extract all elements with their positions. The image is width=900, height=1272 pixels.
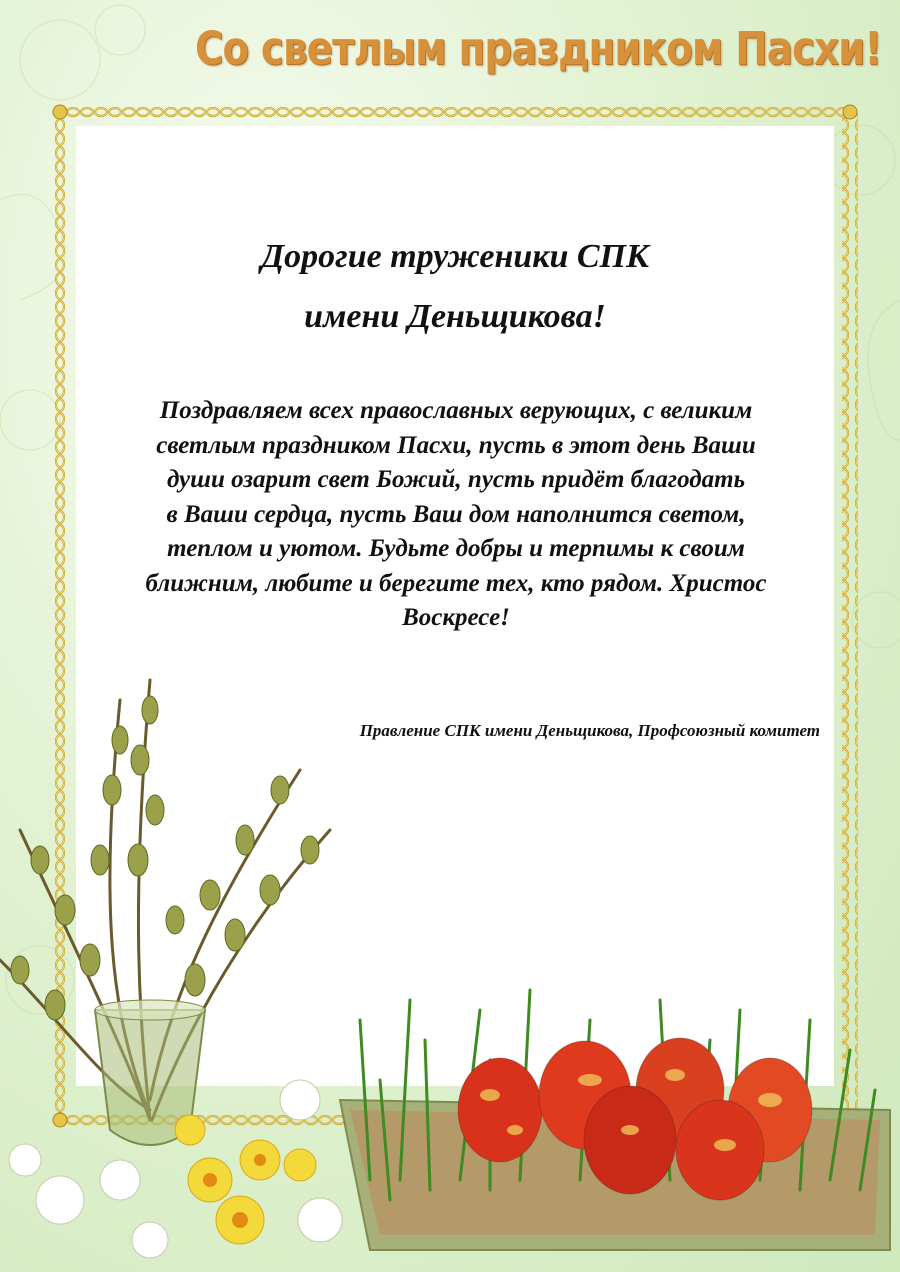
- message-line: Воскресе!: [402, 604, 510, 631]
- greeting-line-1: Дорогие труженики СПК: [260, 238, 650, 275]
- greeting-message: [100, 394, 812, 636]
- message-line: светлым праздником Пасхи, пусть в этот день Ваши: [156, 431, 756, 459]
- pussy-willow-vase: [0, 660, 360, 1260]
- headline-title: Со светлым праздником Пасхи!: [195, 22, 882, 75]
- greeting-line-2: имени Деньщикова!: [304, 298, 606, 335]
- message-line: в Ваши сердца, пусть Ваш дом наполнится светом,: [166, 500, 746, 528]
- message-line: души озарит свет Божий, пусть придёт благодать: [166, 466, 746, 493]
- message-line: теплом и уютом. Будьте добры и терпимы к своим: [167, 535, 745, 562]
- signature: Правление СПК имени Деньщикова, Профсоюзный комитет: [359, 721, 820, 740]
- easter-eggs-tray: [330, 980, 900, 1272]
- message-line: ближним, любите и берегите тех, кто рядом. Христос: [145, 569, 767, 597]
- message-line: Поздравляем всех православных верующих, с великим: [159, 397, 753, 424]
